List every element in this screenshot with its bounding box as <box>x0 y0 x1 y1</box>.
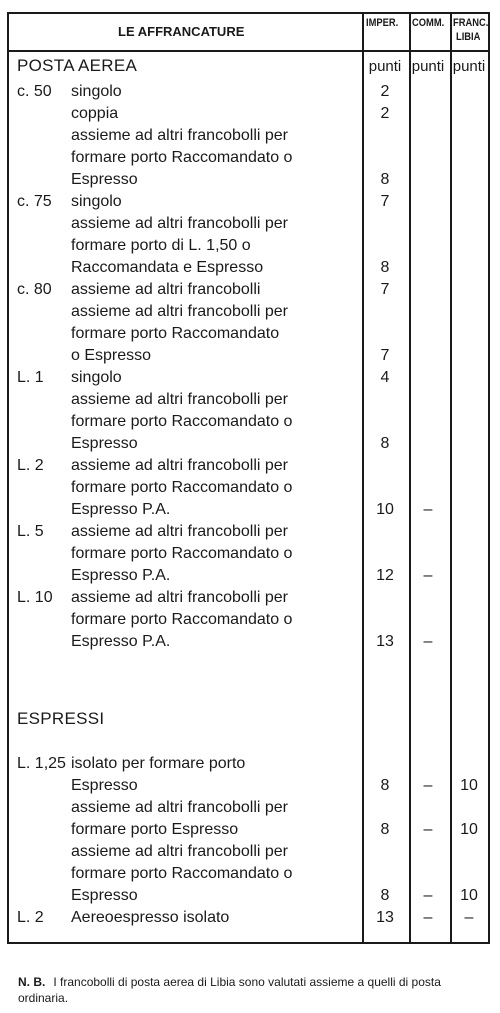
row-description: formare porto Raccomandato <box>71 325 280 342</box>
row-description: formare porto Raccomandato o <box>71 545 293 562</box>
row-comm-points: – <box>423 501 433 518</box>
row-description: Espresso P.A. <box>71 567 171 584</box>
row-comm-points: – <box>423 909 433 926</box>
row-imper-points: 7 <box>380 281 390 298</box>
row-value: c. 80 <box>17 281 52 298</box>
row-description: formare porto Raccomandato o <box>71 413 293 430</box>
row-imper-points: 7 <box>380 193 390 210</box>
row-value: L. 1,25 <box>17 755 66 772</box>
row-description: Espresso <box>71 777 138 794</box>
row-description: assieme ad altri francobolli per <box>71 799 288 816</box>
footnote <box>18 974 488 1006</box>
row-description: Espresso <box>71 887 138 904</box>
row-description: singolo <box>71 83 122 100</box>
footnote-text: I francobolli di posta aerea di Libia sono valutati assieme a quelli di posta ordinaria. <box>18 975 441 1005</box>
footnote-label: N. B. <box>18 975 46 989</box>
row-description: assieme ad altri francobolli per <box>71 391 288 408</box>
row-franc-points: 10 <box>460 821 478 838</box>
row-description: assieme ad altri francobolli per <box>71 215 288 232</box>
row-value: c. 75 <box>17 193 52 210</box>
row-value: L. 5 <box>17 523 44 540</box>
row-description: formare porto Raccomandato o <box>71 479 293 496</box>
row-imper-points: 13 <box>376 633 394 650</box>
unit-comm: punti <box>411 58 445 75</box>
row-description: isolato per formare porto <box>71 755 246 772</box>
row-imper-points: 8 <box>380 171 390 188</box>
column-divider <box>362 14 364 942</box>
row-imper-points: 10 <box>376 501 394 518</box>
col-comm-header: COMM. <box>412 17 445 29</box>
row-comm-points: – <box>423 821 433 838</box>
row-value: L. 1 <box>17 369 44 386</box>
row-comm-points: – <box>423 777 433 794</box>
row-imper-points: 13 <box>376 909 394 926</box>
row-description: singolo <box>71 193 122 210</box>
row-franc-points: 10 <box>460 887 478 904</box>
section-espressi: ESPRESSI <box>17 709 105 728</box>
row-description: coppia <box>71 105 119 122</box>
row-description: Aereoespresso isolato <box>71 909 230 926</box>
row-franc-points: 10 <box>460 777 478 794</box>
unit-franc: punti <box>452 58 486 75</box>
column-divider <box>409 14 411 942</box>
row-description: formare porto Raccomandato o <box>71 865 293 882</box>
unit-imper: punti <box>368 58 402 75</box>
row-imper-points: 8 <box>380 259 390 276</box>
row-description: assieme ad altri francobolli <box>71 281 261 298</box>
row-imper-points: 8 <box>380 435 390 452</box>
row-imper-points: 7 <box>380 347 390 364</box>
row-description: Espresso <box>71 171 138 188</box>
row-imper-points: 12 <box>376 567 394 584</box>
section-posta-aerea: POSTA AEREA <box>17 56 138 75</box>
row-description: assieme ad altri francobolli per <box>71 457 288 474</box>
col-imper-header: IMPER. <box>366 17 399 29</box>
row-value: L. 10 <box>17 589 53 606</box>
row-imper-points: 8 <box>380 821 390 838</box>
header-divider <box>9 50 488 52</box>
col-franc-header: FRANC. <box>453 17 489 29</box>
row-description: o Espresso <box>71 347 152 364</box>
row-description: Espresso P.A. <box>71 501 171 518</box>
row-imper-points: 4 <box>380 369 390 386</box>
column-divider <box>450 14 452 942</box>
row-imper-points: 2 <box>380 105 390 122</box>
row-description: Espresso P.A. <box>71 633 171 650</box>
row-description: formare porto di L. 1,50 o <box>71 237 251 254</box>
row-comm-points: – <box>423 567 433 584</box>
row-imper-points: 2 <box>380 83 390 100</box>
row-comm-points: – <box>423 887 433 904</box>
row-description: formare porto Raccomandato o <box>71 149 293 166</box>
row-description: Raccomandata e Espresso <box>71 259 264 276</box>
row-description: Espresso <box>71 435 138 452</box>
row-description: assieme ad altri francobolli per <box>71 303 288 320</box>
row-value: L. 2 <box>17 909 44 926</box>
row-value: c. 50 <box>17 83 52 100</box>
row-description: assieme ad altri francobolli per <box>71 843 288 860</box>
row-description: assieme ad altri francobolli per <box>71 589 288 606</box>
row-description: assieme ad altri francobolli per <box>71 127 288 144</box>
row-comm-points: – <box>423 633 433 650</box>
row-description: formare porto Espresso <box>71 821 239 838</box>
row-value: L. 2 <box>17 457 44 474</box>
row-description: formare porto Raccomandato o <box>71 611 293 628</box>
table-title: LE AFFRANCATURE <box>118 24 245 39</box>
row-imper-points: 8 <box>380 887 390 904</box>
row-franc-points: – <box>464 909 474 926</box>
col-franc-header-2: LIBIA <box>456 31 481 43</box>
row-description: assieme ad altri francobolli per <box>71 523 288 540</box>
row-description: singolo <box>71 369 122 386</box>
row-imper-points: 8 <box>380 777 390 794</box>
